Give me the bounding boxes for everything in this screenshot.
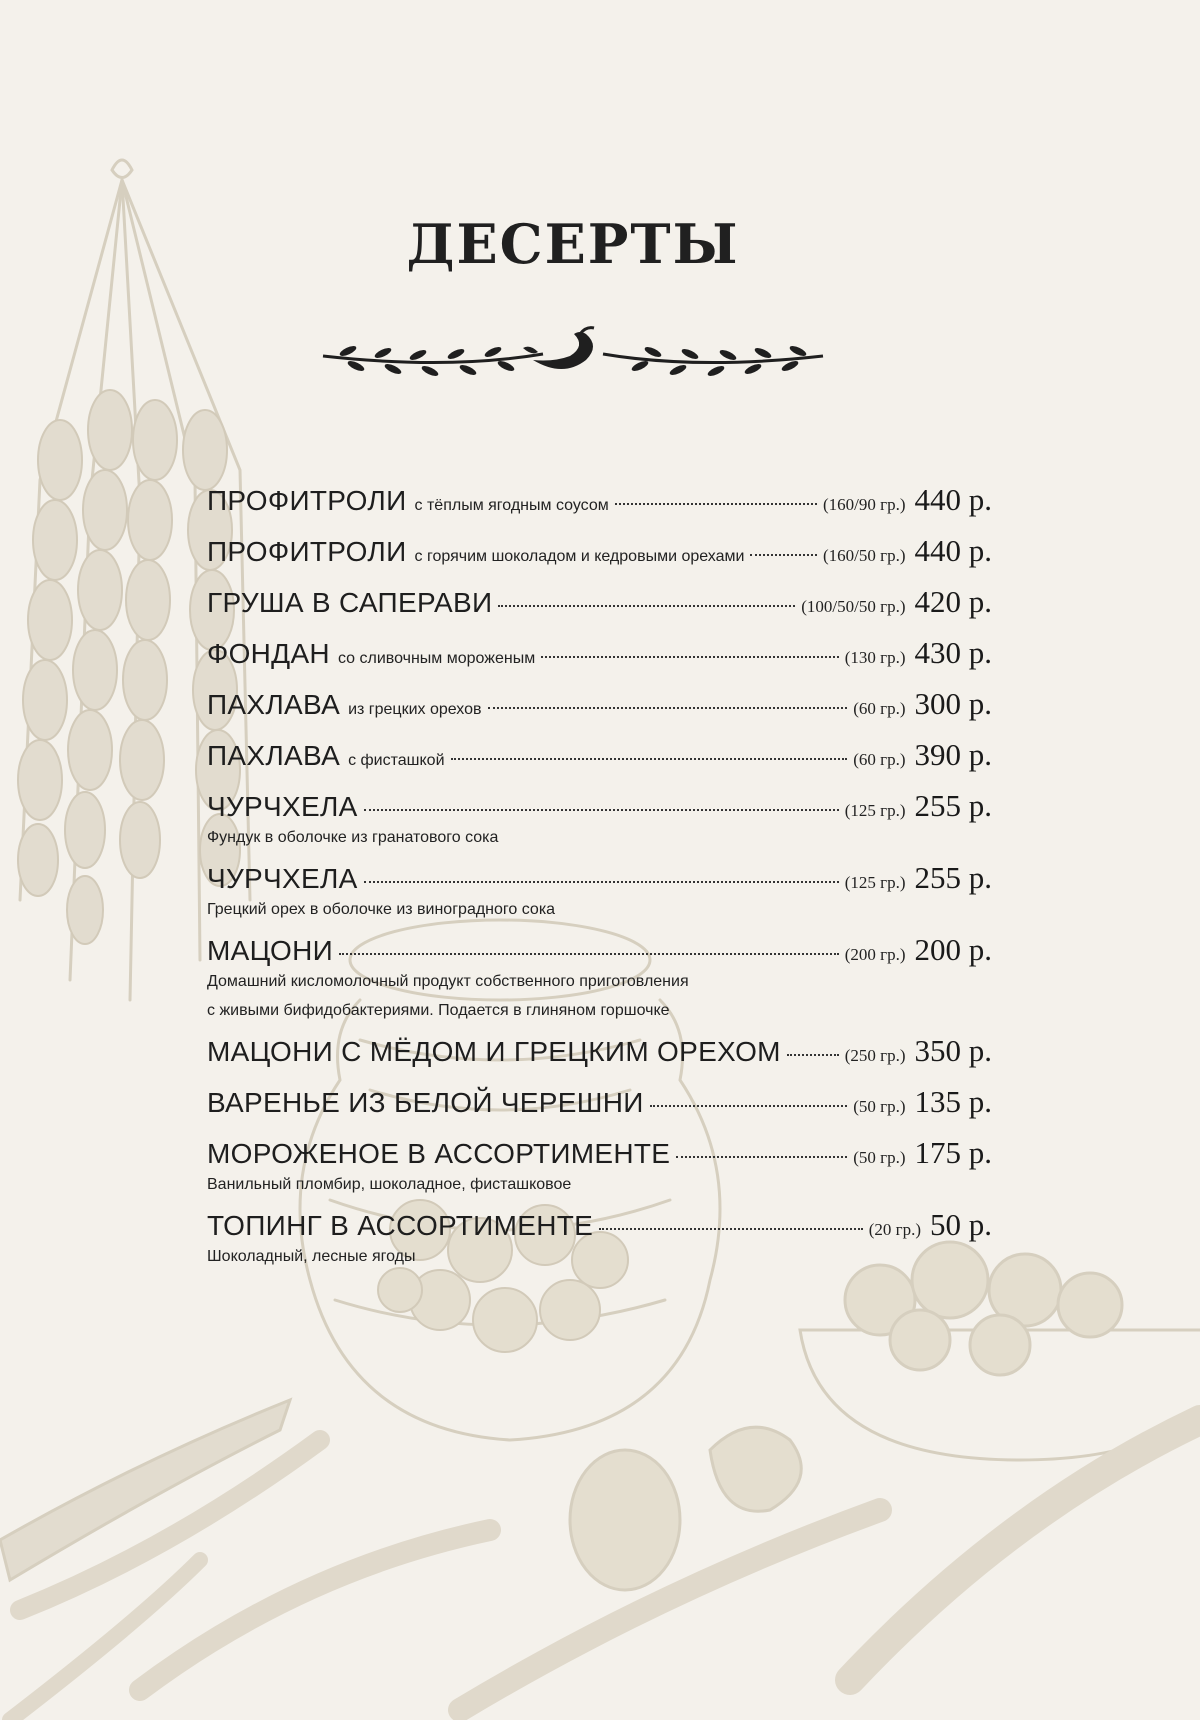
menu-item xyxy=(207,860,992,924)
dot-leader xyxy=(615,503,817,505)
item-weight: (250 гр.) xyxy=(844,1046,906,1065)
menu-item xyxy=(207,788,992,852)
menu-item xyxy=(207,1033,992,1084)
menu-item xyxy=(207,932,992,1025)
item-description-line: Фундук в оболочке из гранатового сока xyxy=(207,829,499,846)
item-weight: (200 гр.) xyxy=(844,945,906,964)
menu-item-row xyxy=(207,584,992,635)
menu-item xyxy=(207,686,992,737)
item-price: 50 р. xyxy=(930,1207,992,1242)
menu-item-row xyxy=(207,686,992,737)
dot-leader xyxy=(787,1054,839,1056)
menu-item xyxy=(207,737,992,788)
item-description-line: Домашний кисломолочный продукт собственного приготовления xyxy=(207,973,689,990)
menu-item-row xyxy=(207,533,992,584)
item-price: 390 р. xyxy=(914,737,992,772)
item-modifier: из грецких орехов xyxy=(348,701,482,718)
item-name: ТОПИНГ В АССОРТИМЕНТЕ xyxy=(207,1210,594,1241)
dot-leader xyxy=(451,758,848,760)
item-name: МАЦОНИ xyxy=(207,935,334,966)
item-modifier: с фисташкой xyxy=(348,752,445,769)
menu-item-row xyxy=(207,1033,992,1084)
item-name: ПРОФИТРОЛИ xyxy=(207,536,407,567)
item-name: ЧУРЧХЕЛА xyxy=(207,791,358,822)
item-price: 135 р. xyxy=(914,1084,992,1119)
item-description-line: с живыми бифидобактериями. Подается в глиняном горшочке xyxy=(207,1002,670,1019)
item-price: 200 р. xyxy=(914,932,992,967)
dot-leader xyxy=(650,1105,848,1107)
dot-leader xyxy=(488,707,848,709)
item-modifier: с тёплым ягодным соусом xyxy=(414,497,609,514)
item-name: МАЦОНИ С МЁДОМ И ГРЕЦКИМ ОРЕХОМ xyxy=(207,1036,781,1067)
item-weight: (50 гр.) xyxy=(853,1148,906,1167)
item-modifier: с горячим шоколадом и кедровыми орехами xyxy=(414,548,745,565)
item-price: 420 р. xyxy=(914,584,992,619)
item-weight: (50 гр.) xyxy=(853,1097,906,1116)
item-description xyxy=(207,967,992,1025)
item-description xyxy=(207,1170,992,1199)
item-name: ВАРЕНЬЕ ИЗ БЕЛОЙ ЧЕРЕШНИ xyxy=(207,1087,644,1118)
item-weight: (130 гр.) xyxy=(844,648,906,667)
item-description-line: Шоколадный, лесные ягоды xyxy=(207,1248,416,1265)
menu-item-row xyxy=(207,737,992,788)
item-description xyxy=(207,823,992,852)
dot-leader xyxy=(364,809,839,811)
chili-pepper-ornament-icon xyxy=(318,326,828,394)
item-weight: (60 гр.) xyxy=(853,699,906,718)
item-name: МОРОЖЕНОЕ В АССОРТИМЕНТЕ xyxy=(207,1138,671,1169)
dot-leader xyxy=(676,1156,847,1158)
item-name: ПРОФИТРОЛИ xyxy=(207,485,407,516)
item-price: 255 р. xyxy=(914,788,992,823)
item-weight: (20 гр.) xyxy=(868,1220,921,1239)
item-description xyxy=(207,1242,992,1271)
item-description-line: Ванильный пломбир, шоколадное, фисташковое xyxy=(207,1176,572,1193)
item-name: ЧУРЧХЕЛА xyxy=(207,863,358,894)
menu-item xyxy=(207,1084,992,1135)
dot-leader xyxy=(364,881,839,883)
menu-item-row xyxy=(207,1084,992,1135)
item-name: ПАХЛАВА xyxy=(207,689,341,720)
item-price: 350 р. xyxy=(914,1033,992,1068)
item-price: 175 р. xyxy=(914,1135,992,1170)
menu-item xyxy=(207,584,992,635)
item-price: 440 р. xyxy=(914,533,992,568)
menu-item-row xyxy=(207,482,992,533)
item-price: 430 р. xyxy=(914,635,992,670)
dessert-menu-list xyxy=(207,482,992,1279)
menu-item xyxy=(207,482,992,533)
dot-leader xyxy=(339,953,839,955)
item-price: 440 р. xyxy=(914,482,992,517)
item-name: ФОНДАН xyxy=(207,638,330,669)
item-name: ПАХЛАВА xyxy=(207,740,341,771)
item-weight: (100/50/50 гр.) xyxy=(801,597,906,616)
item-price: 300 р. xyxy=(914,686,992,721)
menu-item xyxy=(207,533,992,584)
dot-leader xyxy=(498,605,795,607)
dot-leader xyxy=(750,554,817,556)
item-modifier: со сливочным мороженым xyxy=(337,650,536,667)
item-weight: (60 гр.) xyxy=(853,750,906,769)
page-title: ДЕСЕРТЫ xyxy=(406,212,740,276)
menu-item xyxy=(207,635,992,686)
item-weight: (125 гр.) xyxy=(844,873,906,892)
item-weight: (160/50 гр.) xyxy=(822,546,906,565)
item-price: 255 р. xyxy=(914,860,992,895)
item-description xyxy=(207,895,992,924)
dot-leader xyxy=(599,1228,863,1230)
menu-item-row xyxy=(207,635,992,686)
item-description-line: Грецкий орех в оболочке из виноградного сока xyxy=(207,901,556,918)
menu-item xyxy=(207,1207,992,1271)
item-weight: (125 гр.) xyxy=(844,801,906,820)
dot-leader xyxy=(541,656,839,658)
item-name: ГРУША В САПЕРАВИ xyxy=(207,587,493,618)
menu-item xyxy=(207,1135,992,1199)
item-weight: (160/90 гр.) xyxy=(822,495,906,514)
